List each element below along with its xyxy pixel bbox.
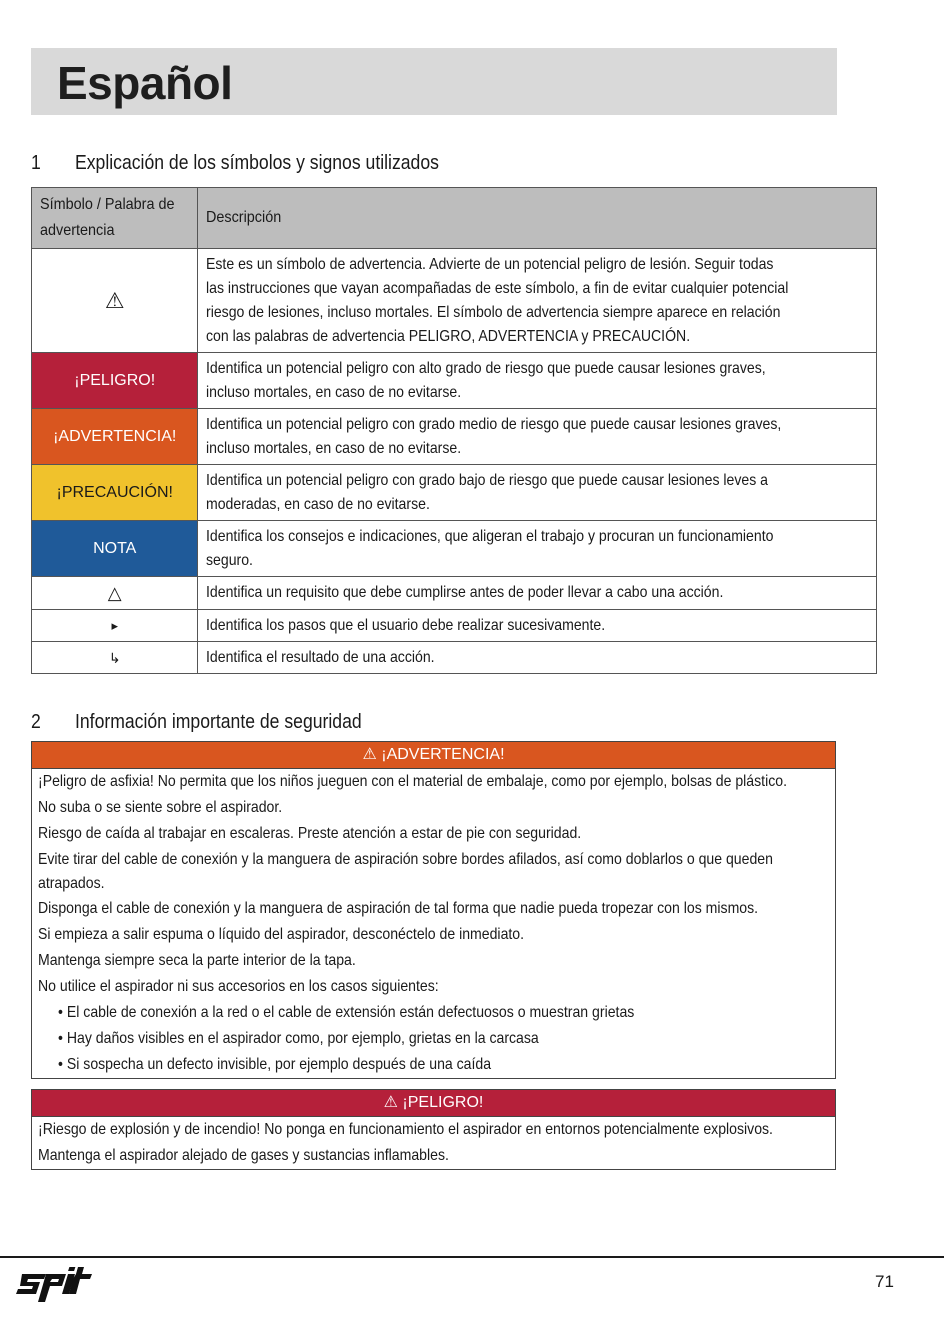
- section-2-number: 2: [31, 711, 41, 733]
- row-description: Identifica un potencial peligro con alto grado de riesgo que puede causar lesiones graves, incluso mortales, en caso de no evitarse.: [198, 353, 877, 409]
- table-row: [32, 521, 877, 577]
- warning-line: No suba o se siente sobre el aspirador.: [38, 799, 283, 816]
- section-1-title: Explicación de los símbolos y signos utilizados: [75, 152, 439, 174]
- header-col-symbol: Símbolo / Palabra de advertencia: [32, 188, 198, 249]
- advertencia-label: ¡ADVERTENCIA!: [32, 409, 198, 465]
- nota-label: NOTA: [32, 521, 198, 577]
- table-row: [32, 642, 877, 674]
- row-description: Este es un símbolo de advertencia. Advierte de un potencial peligro de lesión. Seguir todas las instrucciones que vayan acompañadas de este símbolo, a fin de evitar cualquier potencial riesgo de lesiones, incluso mortales. El símbolo de advertencia siempre aparece en relación con las palabras de advertencia PELIGRO, ADVERTENCIA y PRECAUCIÓN.: [198, 249, 877, 353]
- danger-line: ¡Riesgo de explosión y de incendio! No ponga en funcionamiento el aspirador en entornos potencialmente explosivos.: [38, 1121, 773, 1138]
- warning-line: ¡Peligro de asfixia! No permita que los niños jueguen con el material de embalaje, como por ejemplo, bolsas de plástico.: [38, 773, 788, 790]
- section-2-heading: [31, 711, 362, 734]
- section-1-number: 1: [31, 152, 41, 174]
- page-number: 71: [875, 1272, 894, 1291]
- table-row: [32, 353, 877, 409]
- result-arrow-icon: ↳: [32, 642, 198, 674]
- title-bar: [31, 48, 837, 115]
- arrow-right-icon: ▸: [32, 610, 198, 642]
- table-row: [32, 465, 877, 521]
- warning-bullet: • El cable de conexión a la red o el cable de extensión están defectuosos o muestran grietas: [58, 1004, 635, 1021]
- precaucion-label: ¡PRECAUCIÓN!: [32, 465, 198, 521]
- row-description: Identifica los consejos e indicaciones, que aligeran el trabajo y procuran un funcionamiento seguro.: [198, 521, 877, 577]
- peligro-label: ¡PELIGRO!: [32, 353, 198, 409]
- row-description: Identifica un potencial peligro con grado bajo de riesgo que puede causar lesiones leves a moderadas, en caso de no evitarse.: [198, 465, 877, 521]
- danger-box-heading: ⚠ ¡PELIGRO!: [32, 1090, 835, 1117]
- warning-line: Si empieza a salir espuma o líquido del aspirador, desconéctelo de inmediato.: [38, 926, 525, 943]
- danger-box: [31, 1089, 836, 1170]
- page-title: Español: [57, 57, 233, 109]
- warning-line: No utilice el aspirador ni sus accesorios en los casos siguientes:: [38, 978, 439, 995]
- section-1-heading: [31, 152, 439, 175]
- table-row: [32, 409, 877, 465]
- row-description: Identifica el resultado de una acción.: [198, 642, 877, 674]
- triangle-outline-icon: △: [32, 577, 198, 610]
- warning-triangle-icon: ⚠: [32, 249, 198, 353]
- section-2-title: Información importante de seguridad: [75, 711, 362, 733]
- warning-box: [31, 741, 836, 1079]
- warning-line: Disponga el cable de conexión y la manguera de aspiración de tal forma que nadie pueda tropezar con los mismos.: [38, 900, 759, 917]
- warning-line: atrapados.: [38, 875, 105, 892]
- row-description: Identifica los pasos que el usuario debe realizar sucesivamente.: [198, 610, 877, 642]
- table-row: [32, 577, 877, 610]
- table-row: [32, 610, 877, 642]
- footer-rule: [0, 1256, 944, 1258]
- row-description: Identifica un requisito que debe cumplirse antes de poder llevar a cabo una acción.: [198, 577, 877, 610]
- header-col-description: Descripción: [198, 188, 877, 249]
- danger-line: Mantenga el aspirador alejado de gases y sustancias inflamables.: [38, 1147, 449, 1164]
- warning-line: Mantenga siempre seca la parte interior de la tapa.: [38, 952, 356, 969]
- symbols-table: [31, 187, 877, 674]
- table-header-row: [32, 188, 877, 249]
- warning-line: Evite tirar del cable de conexión y la manguera de aspiración sobre bordes afilados, así como doblarlos o que queden: [38, 851, 773, 868]
- row-description: Identifica un potencial peligro con grado medio de riesgo que puede causar lesiones graves, incluso mortales, en caso de no evitarse.: [198, 409, 877, 465]
- warning-bullet: • Si sospecha un defecto invisible, por ejemplo después de una caída: [58, 1056, 492, 1073]
- warning-bullet: • Hay daños visibles en el aspirador como, por ejemplo, grietas en la carcasa: [58, 1030, 539, 1047]
- spit-logo: [16, 1262, 100, 1306]
- warning-line: Riesgo de caída al trabajar en escaleras. Preste atención a estar de pie con seguridad.: [38, 825, 582, 842]
- warning-box-heading: ⚠ ¡ADVERTENCIA!: [32, 742, 835, 769]
- table-row: [32, 249, 877, 353]
